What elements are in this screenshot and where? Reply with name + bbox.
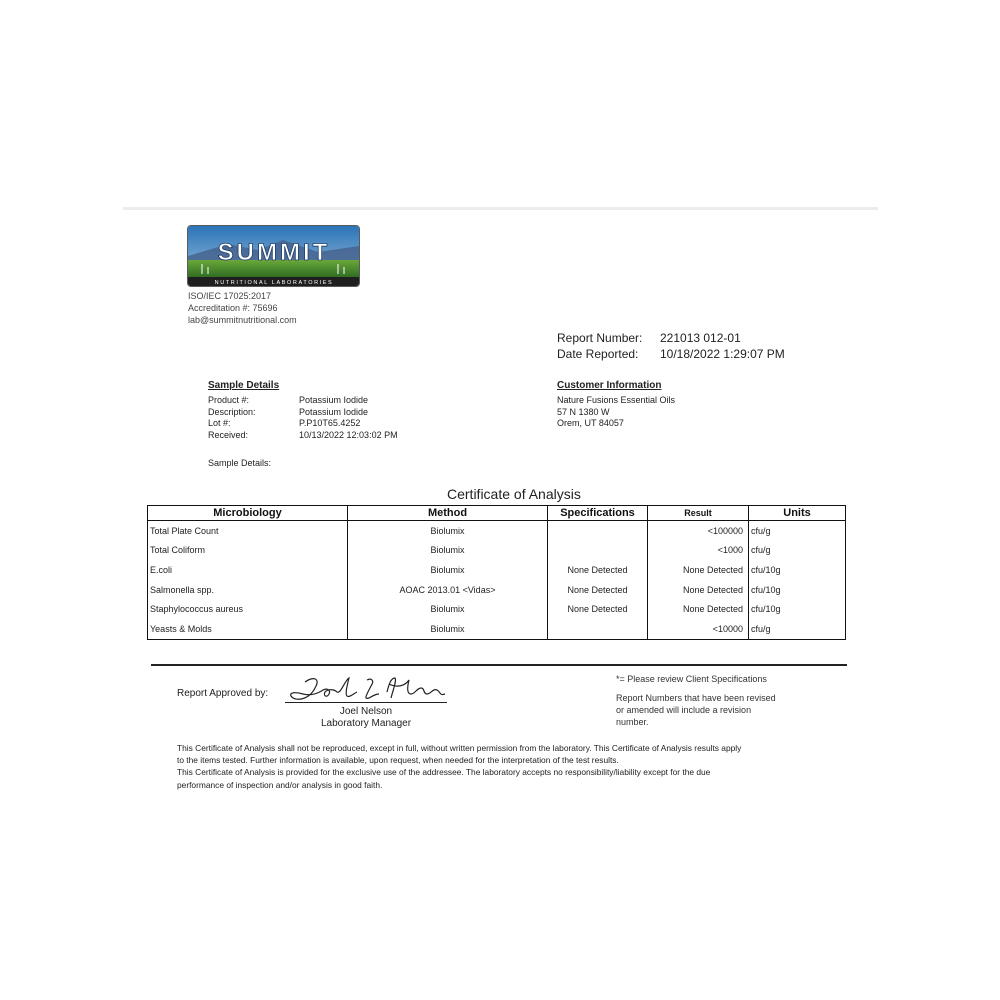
table-row [148,599,846,619]
test-name: Staphylococcus aureus [148,599,348,619]
report-number-label: Report Number: [557,331,643,345]
sample-label: Lot #: [208,418,231,428]
test-method: Biolumix [348,560,548,580]
test-units: cfu/g [749,541,846,561]
sample-details-label: Sample Details: [208,458,272,468]
test-result: None Detected [648,580,749,600]
test-method: AOAC 2013.01 <Vidas> [348,580,548,600]
test-spec [548,521,648,541]
test-name: E.coli [148,560,348,580]
disclaimer-line: performance of inspection and/or analysis in good faith. [177,779,383,790]
date-reported-value: 10/18/2022 1:29:07 PM [660,347,785,361]
test-result: <1000 [648,541,749,561]
test-units: cfu/10g [749,580,846,600]
customer-name: Nature Fusions Essential Oils [557,395,676,405]
signature-line [285,702,447,703]
header-result: Result [648,506,749,521]
logo-text: SUMMIT [217,239,331,266]
spec-note: *= Please review Client Specifications [616,674,767,684]
sample-label: Description: [208,406,256,417]
coa-table [147,505,846,640]
summit-logo [187,225,360,287]
test-method: Biolumix [348,619,548,639]
lab-email: lab@summitnutritional.com [188,315,297,325]
approved-by-label: Report Approved by: [177,688,269,699]
test-units: cfu/g [749,619,846,639]
revision-note: Report Numbers that have been revised or amended will include a revision number. [616,693,776,727]
lab-info [188,290,297,326]
sample-row [208,418,398,430]
test-method: Biolumix [348,521,548,541]
section-divider [151,664,847,666]
report-meta [557,330,785,362]
sample-label: Received: [208,429,249,440]
test-units: cfu/10g [749,560,846,580]
test-name: Total Coliform [148,541,348,561]
sample-details [208,380,398,441]
table-row [148,560,846,580]
test-units: cfu/10g [749,599,846,619]
header-units: Units [749,506,846,521]
logo-subtext: NUTRITIONAL LABORATORIES [214,280,334,286]
approver-block [285,706,447,730]
sample-row [208,407,398,419]
table-row [148,541,846,561]
disclaimer-line: This Certificate of Analysis is provided for the exclusive use of the addressee. The laboratory accepts no responsibility/liability except for the due [177,767,711,778]
test-result: <10000 [648,619,749,639]
test-result: None Detected [648,560,749,580]
test-method: Biolumix [348,541,548,561]
header-specifications: Specifications [548,506,648,521]
accreditation-number: Accreditation #: 75696 [188,303,278,313]
table-row [148,619,846,639]
disclaimer [177,742,847,791]
customer-information [557,380,675,430]
header-microbiology: Microbiology [148,506,348,521]
disclaimer-line: This Certificate of Analysis shall not be reproduced, except in full, without written permission from the laboratory. This Certificate of Analysis results apply [177,743,742,753]
sample-details-heading: Sample Details [208,380,280,391]
report-number-value: 221013 012-01 [660,331,741,345]
iso-standard: ISO/IEC 17025:2017 [188,291,272,301]
test-method: Biolumix [348,599,548,619]
sample-row [208,430,398,442]
customer-city: Orem, UT 84057 [557,418,624,428]
table-row [148,580,846,600]
sample-value: Potassium Iodide [299,395,369,405]
test-name: Total Plate Count [148,521,348,541]
customer-street: 57 N 1380 W [557,406,610,417]
sample-label: Product #: [208,395,250,405]
customer-heading: Customer Information [557,380,662,391]
approver-title: Laboratory Manager [320,718,412,729]
test-name: Yeasts & Molds [148,619,348,639]
test-spec: None Detected [548,560,648,580]
test-spec [548,619,648,639]
test-spec: None Detected [548,580,648,600]
test-result: <100000 [648,521,749,541]
test-spec: None Detected [548,599,648,619]
sample-value: 10/13/2022 12:03:02 PM [299,429,398,440]
test-result: None Detected [648,599,749,619]
sample-row [208,395,398,407]
sample-value: Potassium Iodide [299,406,369,417]
top-divider [123,207,878,210]
table-header-row [148,506,846,521]
header-method: Method [348,506,548,521]
disclaimer-line: to the items tested. Further information is available, upon request, when needed for the interpretation of the test results. [177,755,619,766]
coa-title: Certificate of Analysis [447,486,581,502]
table-row [148,521,846,541]
sample-value: P.P10T65.4252 [299,418,361,428]
test-name: Salmonella spp. [148,580,348,600]
date-reported-label: Date Reported: [557,347,639,361]
approver-name: Joel Nelson [339,706,393,717]
test-units: cfu/g [749,521,846,541]
test-spec [548,541,648,561]
